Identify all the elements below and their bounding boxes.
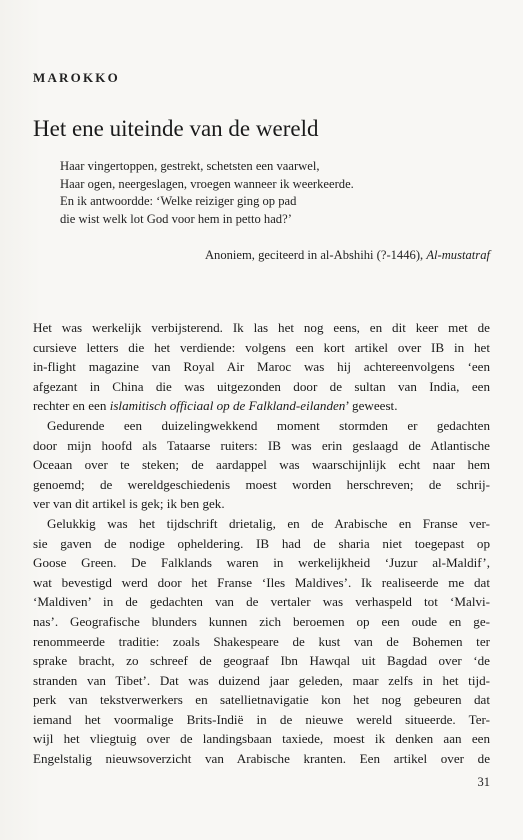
text-line: sie gaven de nodige opheldering. IB had de sharia niet toegepast op bbox=[33, 535, 490, 551]
text-line: Goose Green. De Falklands waren in werkelijkheid ‘Juzur al-Maldif’, bbox=[33, 555, 490, 571]
text-line: ver van dit artikel is gek; ik ben gek. bbox=[33, 496, 225, 512]
poem-line: Haar vingertoppen, gestrekt, schetsten een vaarwel, bbox=[60, 159, 320, 173]
text-line: Oceaan over te steken; de aardappel was waarschijnlijk echt naar hem bbox=[33, 457, 490, 473]
text-line bbox=[33, 396, 490, 416]
chapter-title: Het ene uiteinde van de wereld bbox=[33, 116, 319, 141]
text-line: renommeerde traditie: zoals Shakespeare de kust van de Bohemen ter bbox=[33, 633, 490, 649]
text-line: Gedurende een duizelingwekkend moment stormden er gedachten bbox=[47, 417, 490, 433]
text-line: wat bevestigd werd door het Franse ‘Iles Maldives’. Ik realiseerde me dat bbox=[33, 574, 490, 590]
text-line: in-flight magazine van Royal Air Maroc was hij achtereenvolgens ‘een bbox=[33, 359, 490, 375]
text-line: ‘Maldiven’ in de gedachten van de vertaler was verhaspeld tot ‘Malvi- bbox=[33, 594, 490, 610]
italic-phrase: islamitisch officiaal op de Falkland-eilanden bbox=[109, 398, 346, 414]
page-number: 31 bbox=[477, 775, 490, 789]
poem-line: Haar ogen, neergeslagen, vroegen wanneer ik weerkeerde. bbox=[60, 176, 354, 191]
text-line: Engelstalig nieuwsoverzicht van Arabische kranten. Een artikel over de bbox=[33, 751, 490, 767]
text-line: genoemd; de wereldgeschiedenis moest worden herschreven; de schrij- bbox=[33, 476, 490, 492]
text-segment: ’ geweest. bbox=[345, 398, 398, 414]
text-line: cursieve letters die het verdiende: volgens een kort artikel over IB in het bbox=[33, 339, 490, 355]
chapter-label: MAROKKO bbox=[33, 70, 120, 85]
poem-line: die wist welk lot God voor hem in petto had?’ bbox=[60, 211, 292, 226]
text-line: afgezant in China die was uitgezonden door de sultan van India, een bbox=[33, 378, 490, 394]
text-line: Het was werkelijk verbijsterend. Ik las het nog eens, en dit keer met de bbox=[33, 320, 490, 335]
poem-line: En ik antwoordde: ‘Welke reiziger ging op pad bbox=[60, 194, 297, 208]
text-line: wijl het vliegtuig over de landingsbaan taxiede, moest ik denken aan een bbox=[33, 731, 490, 747]
text-line: nas’. Geografische blunders kunnen zich beroemen op een oude en ge- bbox=[33, 613, 490, 629]
epigraph-poem bbox=[60, 158, 354, 228]
text-line: door mijn hoofd als Tataarse ruiters: IB was erin geslaagd de Atlantische bbox=[33, 437, 490, 453]
text-line: Gelukkig was het tijdschrift drietalig, en de Arabische en Franse ver- bbox=[47, 515, 490, 531]
attribution-source: Anoniem, geciteerd in al-Abshihi (?-1446), bbox=[204, 248, 424, 262]
epigraph-attribution bbox=[205, 248, 490, 263]
body-text bbox=[33, 318, 490, 769]
text-line: iemand het voormalige Brits-Indië in de nieuwe wereld situeerde. Ter- bbox=[33, 711, 490, 727]
text-segment: rechter en een bbox=[33, 398, 110, 414]
attribution-work-title: Al-mustatraf bbox=[426, 248, 490, 262]
text-line: stranden van Tibet’. Dat was duizend jaar geleden, maar zelfs in het tijd- bbox=[33, 672, 490, 688]
text-line: sprake bracht, zo schreef de geograaf Ibn Hawqal uit Bagdad over ‘de bbox=[33, 653, 490, 669]
text-line: perk van tekstverwerkers en satellietnavigatie kon het nog gebeuren dat bbox=[33, 692, 490, 708]
